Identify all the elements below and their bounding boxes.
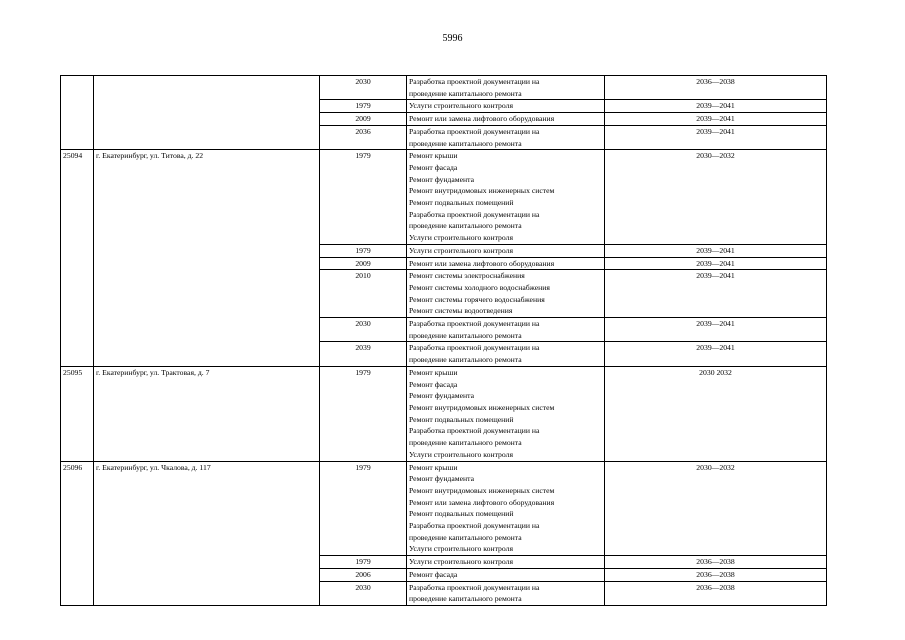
year-cell: 2009 [320,257,407,270]
work-type-line: Услуги строительного контроля [409,544,513,554]
work-type-line: Услуги строительного контроля [409,557,513,567]
work-type-line: проведение капитального ремонта [409,138,522,148]
work-types-cell [407,76,605,100]
period-cell: 2030 2032 [605,366,827,461]
work-type-line: Ремонт фундамента [409,174,475,184]
work-types-cell [407,366,605,461]
work-type-line: Разработка проектной документации на [409,343,540,353]
table-row [61,76,827,100]
year-cell: 1979 [320,100,407,113]
year-cell: 2039 [320,342,407,366]
building-id: 25094 [61,150,94,367]
work-type-line: проведение капитального ремонта [409,355,522,365]
work-types-cell [407,342,605,366]
work-type-line: Ремонт системы водоотведения [409,306,513,316]
period-cell: 2030—2032 [605,150,827,245]
year-cell: 2009 [320,113,407,126]
period-cell: 2039—2041 [605,270,827,318]
work-types-cell [407,113,605,126]
work-type-line: проведение капитального ремонта [409,88,522,98]
year-cell: 2030 [320,318,407,342]
period-cell: 2039—2041 [605,100,827,113]
work-type-line: проведение капитального ремонта [409,221,522,231]
year-cell: 1979 [320,556,407,569]
work-type-line: Ремонт внутридомовых инженерных систем [409,485,555,495]
work-type-line: проведение капитального ремонта [409,438,522,448]
period-cell: 2039—2041 [605,318,827,342]
year-cell: 2036 [320,125,407,149]
work-type-line: Ремонт или замена лифтового оборудования [409,114,555,124]
work-type-line: Разработка проектной документации на [409,319,540,329]
work-types-cell [407,150,605,245]
work-type-line: Ремонт фундамента [409,474,475,484]
period-cell: 2030—2032 [605,461,827,556]
period-cell: 2039—2041 [605,342,827,366]
work-types-cell [407,100,605,113]
work-type-line: Ремонт крыши [409,367,458,377]
work-type-line: Ремонт системы холодного водоснабжения [409,282,550,292]
period-cell: 2039—2041 [605,244,827,257]
building-address: г. Екатеринбург, ул. Чкалова, д. 117 [94,461,320,605]
work-types-cell [407,257,605,270]
year-cell: 2030 [320,581,407,605]
work-type-line: Ремонт крыши [409,462,458,472]
period-cell: 2036—2038 [605,581,827,605]
work-type-line: Ремонт подвальных помещений [409,198,514,208]
table-row [61,366,827,461]
page-number: 5996 [442,33,463,44]
work-type-line: Разработка проектной документации на [409,426,540,436]
building-id: 25095 [61,366,94,461]
period-cell: 2039—2041 [605,125,827,149]
work-type-line: Услуги строительного контроля [409,245,513,255]
work-type-line: Ремонт подвальных помещений [409,414,514,424]
work-types-cell [407,461,605,556]
building-id: 25096 [61,461,94,605]
work-type-line: Ремонт фундамента [409,391,475,401]
period-cell: 2039—2041 [605,257,827,270]
work-type-line: Разработка проектной документации на [409,126,540,136]
work-types-cell [407,270,605,318]
work-type-line: Ремонт внутридомовых инженерных систем [409,186,555,196]
period-cell: 2036—2038 [605,76,827,100]
period-cell: 2036—2038 [605,568,827,581]
work-type-line: Ремонт системы электроснабжения [409,271,525,281]
table-body [61,76,827,606]
year-cell: 2006 [320,568,407,581]
table-row [61,150,827,245]
period-cell: 2039—2041 [605,113,827,126]
work-type-line: Разработка проектной документации на [409,209,540,219]
work-type-line: Ремонт фасада [409,162,458,172]
period-cell: 2036—2038 [605,556,827,569]
work-type-line: Услуги строительного контроля [409,449,513,459]
building-address: г. Екатеринбург, ул. Трактовая, д. 7 [94,366,320,461]
work-type-line: проведение капитального ремонта [409,532,522,542]
year-cell: 2030 [320,76,407,100]
work-type-line: Ремонт или замена лифтового оборудования [409,258,555,268]
work-types-cell [407,581,605,605]
work-type-line: Разработка проектной документации на [409,77,540,86]
work-type-line: проведение капитального ремонта [409,330,522,340]
work-type-line: Ремонт подвальных помещений [409,509,514,519]
capital-repair-table [60,75,827,606]
work-type-line: Ремонт внутридомовых инженерных систем [409,402,555,412]
work-type-line: проведение капитального ремонта [409,594,522,604]
year-cell: 1979 [320,461,407,556]
work-type-line: Ремонт системы горячего водоснабжения [409,294,545,304]
building-id [61,76,94,150]
year-cell: 1979 [320,150,407,245]
work-type-line: Ремонт фасада [409,379,458,389]
year-cell: 1979 [320,366,407,461]
year-cell: 2010 [320,270,407,318]
table-row [61,461,827,556]
building-address [94,76,320,150]
building-address: г. Екатеринбург, ул. Титова, д. 22 [94,150,320,367]
work-type-line: Разработка проектной документации на [409,582,540,592]
work-type-line: Разработка проектной документации на [409,521,540,531]
work-type-line: Услуги строительного контроля [409,233,513,243]
work-types-cell [407,568,605,581]
work-types-cell [407,244,605,257]
work-type-line: Ремонт фасада [409,569,458,579]
year-cell: 1979 [320,244,407,257]
work-types-cell [407,556,605,569]
work-type-line: Ремонт крыши [409,151,458,161]
work-type-line: Ремонт или замена лифтового оборудования [409,497,555,507]
work-types-cell [407,125,605,149]
work-type-line: Услуги строительного контроля [409,101,513,111]
work-types-cell [407,318,605,342]
